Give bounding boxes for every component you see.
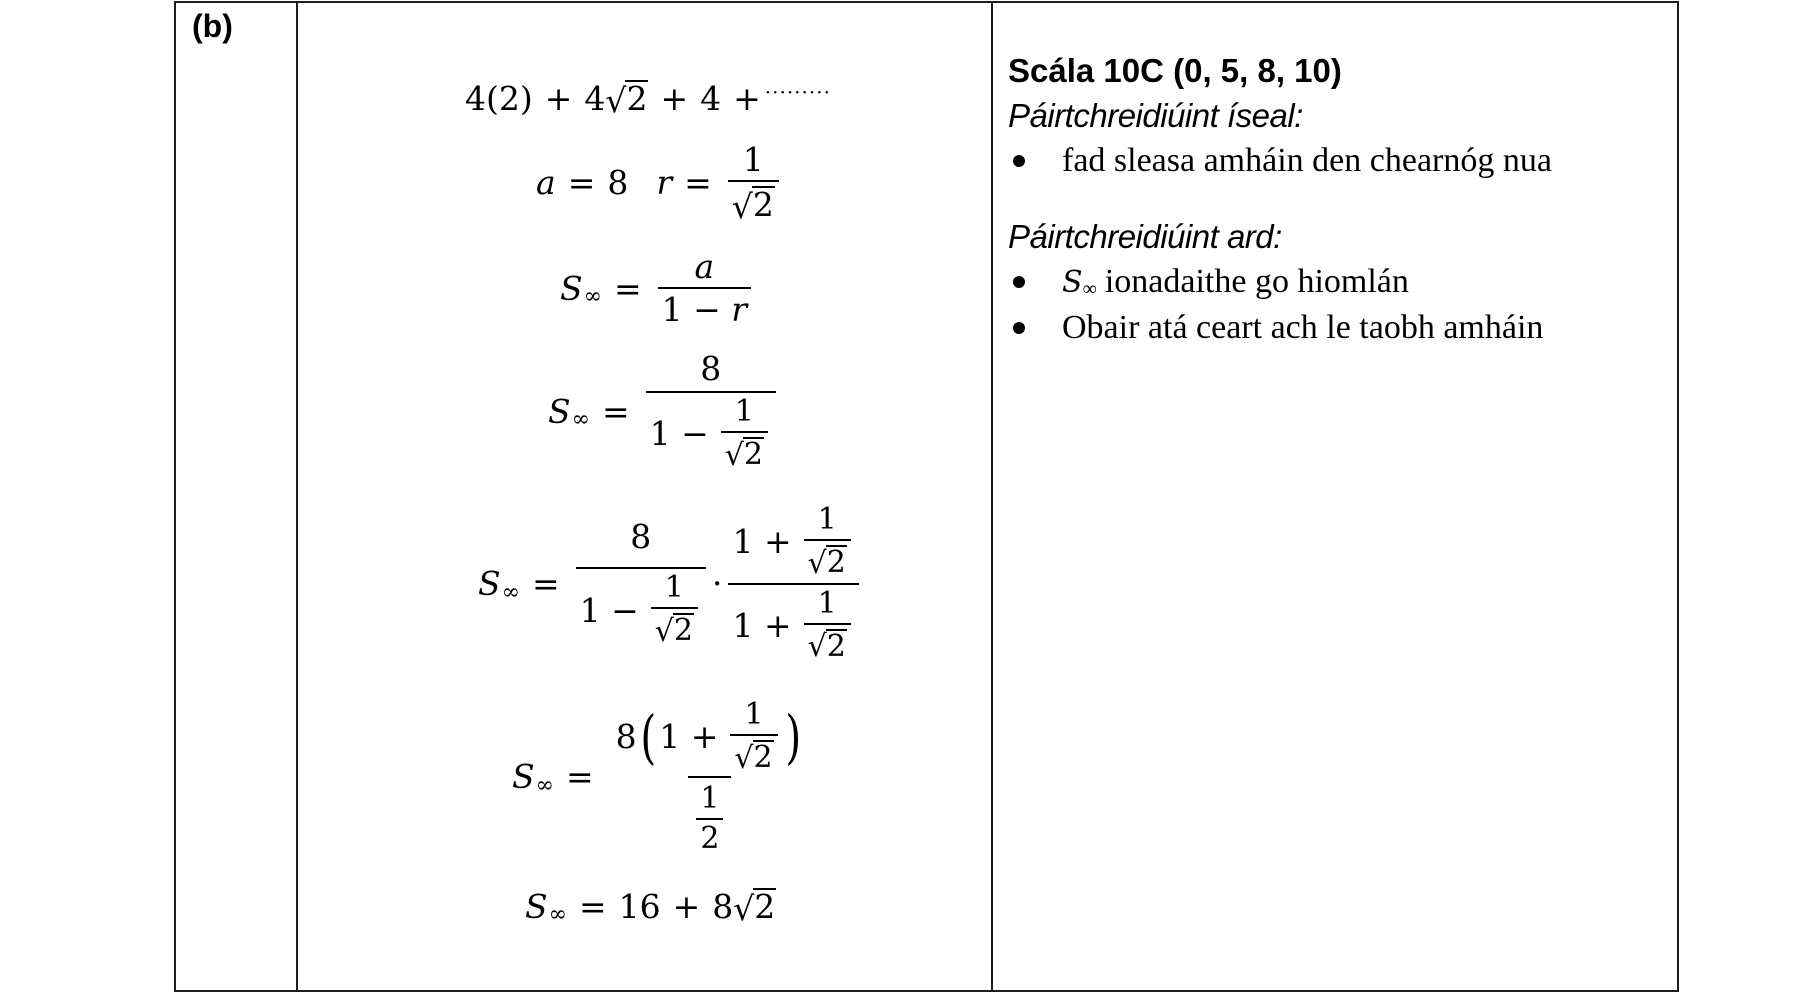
ellipsis: ········· <box>764 80 831 105</box>
high-partial-label: Páirtchreidiúint ard: <box>1008 218 1282 255</box>
equals: = <box>684 163 712 203</box>
a-value: 8 <box>607 163 629 203</box>
high-partial-item <box>1008 305 1658 351</box>
a-r-values <box>536 140 783 226</box>
conjugate-fraction: 1 + 1 √ 2 1 + 1 √ 2 <box>728 505 858 662</box>
var-a: a <box>536 163 556 203</box>
rationalizing-step: S ∞ = 8 1 − 1 √ 2 · 1 + 1 √ 2 1 + 1 √ 2 <box>478 505 863 662</box>
final-answer: S ∞ = 16 + 8 √ 2 <box>525 886 776 928</box>
item-text: ionadaithe go hiomlán <box>1104 263 1409 300</box>
part-label: (b) <box>192 8 233 44</box>
term-3: 4 <box>700 78 722 118</box>
plus-sign: + <box>660 78 689 118</box>
equals: = <box>567 163 596 203</box>
first-fraction: 8 1 − 1 √ 2 <box>576 520 706 647</box>
low-partial-label: Páirtchreidiúint íseal: <box>1008 97 1303 134</box>
column-divider-1 <box>296 1 298 992</box>
item-text: fad sleasa amháin den chearnóg nua <box>1062 142 1552 179</box>
var-r: r <box>656 163 673 203</box>
multiply-dot: · <box>711 564 723 603</box>
high-partial-item <box>1008 259 1658 305</box>
item-text: Obair atá ceart ach le taobh amháin <box>1062 309 1544 346</box>
marking-scheme <box>1008 48 1658 351</box>
simplified-fraction: S ∞ = 8 ( 1 + 1 √ 2 ) $\frac{1}{2}$ <box>512 700 814 854</box>
scale-heading: Scála 10C (0, 5, 8, 10) <box>1008 52 1342 89</box>
term-2-coef: 4 <box>584 78 606 118</box>
formula-fraction: $\frac{a}{1 - r}$ <box>658 250 751 326</box>
numerator-over-half: 8 ( 1 + 1 √ 2 ) $\frac{1}{2}$ <box>615 697 801 856</box>
bullet-icon <box>1013 276 1025 288</box>
substituted-fraction: 8 1 − 1 √ 2 <box>646 352 776 471</box>
sqrt-2: √ 2 <box>605 79 648 120</box>
column-divider-2 <box>991 1 993 992</box>
sum-substituted: S ∞ = 8 1 − 1 √ 2 <box>548 352 780 471</box>
term-1: 4(2) <box>465 78 533 118</box>
low-partial-item <box>1008 138 1658 184</box>
series-expression <box>465 78 831 120</box>
plus-sign: + <box>544 78 573 118</box>
infinity-subscript: ∞ <box>1082 277 1097 300</box>
s-symbol: S <box>1062 264 1083 300</box>
bullet-icon <box>1013 155 1025 167</box>
sum-formula: S ∞ = $\frac{a}{1 - r}$ <box>560 250 755 326</box>
plus-sign: + <box>733 78 761 118</box>
bullet-icon <box>1013 322 1025 334</box>
r-fraction: 1 √ 2 <box>728 143 779 223</box>
